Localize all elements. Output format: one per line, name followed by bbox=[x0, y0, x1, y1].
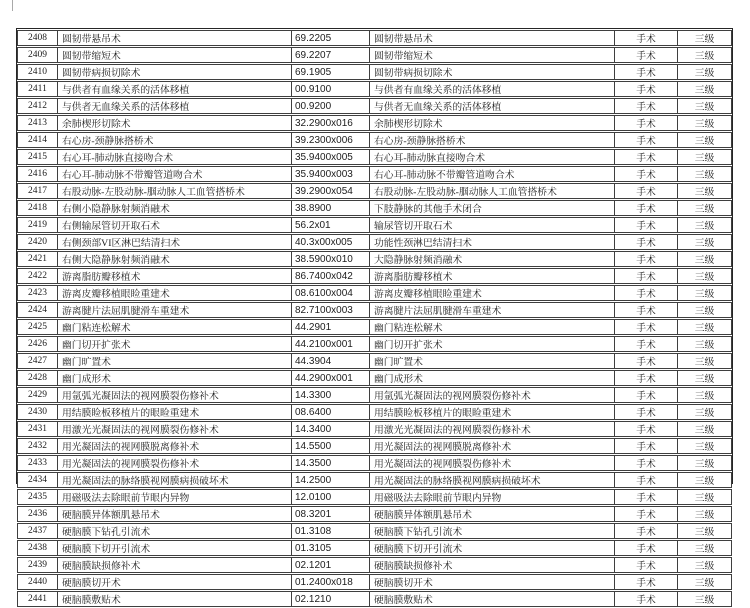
procedure-code-cell: 82.7100x003 bbox=[292, 302, 370, 318]
grade-cell: 三级 bbox=[678, 251, 732, 267]
row-number-cell: 2424 bbox=[17, 302, 58, 318]
procedure-code-cell: 40.3x00x005 bbox=[292, 234, 370, 250]
table-row bbox=[17, 98, 732, 114]
category-cell: 手术 bbox=[615, 132, 678, 148]
row-number-cell: 2409 bbox=[17, 47, 58, 63]
category-cell: 手术 bbox=[615, 319, 678, 335]
procedure-code-cell: 69.2207 bbox=[292, 47, 370, 63]
procedure-name-cell: 右侧颈部VI区淋巴结清扫术 bbox=[58, 234, 292, 250]
category-cell: 手术 bbox=[615, 98, 678, 114]
procedure-code-cell: 00.9200 bbox=[292, 98, 370, 114]
category-cell: 手术 bbox=[615, 506, 678, 522]
procedure-code-cell: 32.2900x016 bbox=[292, 115, 370, 131]
row-number-cell: 2417 bbox=[17, 183, 58, 199]
procedure-name-cell: 幽门切开扩张术 bbox=[58, 336, 292, 352]
grade-cell: 三级 bbox=[678, 81, 732, 97]
procedure-name2-cell: 功能性颈淋巴结清扫术 bbox=[370, 234, 615, 250]
procedure-name-cell: 用结膜睑板移植片的眼睑重建术 bbox=[58, 404, 292, 420]
row-number-cell: 2418 bbox=[17, 200, 58, 216]
procedure-code-cell: 08.3201 bbox=[292, 506, 370, 522]
procedure-name2-cell: 硬脑膜切开术 bbox=[370, 574, 615, 590]
procedure-name2-cell: 右心耳-肺动脉直接吻合术 bbox=[370, 149, 615, 165]
table-row bbox=[17, 557, 732, 573]
row-number-cell: 2427 bbox=[17, 353, 58, 369]
procedure-name-cell: 右心耳-肺动脉直接吻合术 bbox=[58, 149, 292, 165]
table-row bbox=[17, 353, 732, 369]
category-cell: 手术 bbox=[615, 455, 678, 471]
procedure-name-cell: 硬脑膜下切开引流术 bbox=[58, 540, 292, 556]
grade-cell: 三级 bbox=[678, 115, 732, 131]
procedure-code-cell: 14.3400 bbox=[292, 421, 370, 437]
procedure-name2-cell: 用激光光凝固法的视网膜裂伤修补术 bbox=[370, 421, 615, 437]
procedure-name-cell: 圆韧带缩短术 bbox=[58, 47, 292, 63]
procedure-name-cell: 幽门成形术 bbox=[58, 370, 292, 386]
row-number-cell: 2423 bbox=[17, 285, 58, 301]
category-cell: 手术 bbox=[615, 438, 678, 454]
procedure-code-cell: 69.1905 bbox=[292, 64, 370, 80]
grade-cell: 三级 bbox=[678, 183, 732, 199]
table-row bbox=[17, 489, 732, 505]
table-row bbox=[17, 387, 732, 403]
grade-cell: 三级 bbox=[678, 506, 732, 522]
category-cell: 手术 bbox=[615, 387, 678, 403]
procedure-code-cell: 38.8900 bbox=[292, 200, 370, 216]
grade-cell: 三级 bbox=[678, 217, 732, 233]
category-cell: 手术 bbox=[615, 268, 678, 284]
procedure-code-cell: 56.2x01 bbox=[292, 217, 370, 233]
procedure-code-cell: 35.9400x003 bbox=[292, 166, 370, 182]
category-cell: 手术 bbox=[615, 285, 678, 301]
procedure-code-cell: 01.2400x018 bbox=[292, 574, 370, 590]
procedure-name-cell: 与供者无血缘关系的活体移植 bbox=[58, 98, 292, 114]
grade-cell: 三级 bbox=[678, 472, 732, 488]
procedure-name2-cell: 右股动脉-左股动脉-腘动脉人工血管搭桥术 bbox=[370, 183, 615, 199]
table-row bbox=[17, 115, 732, 131]
procedure-name-cell: 用磁吸法去除眼前节眼内异物 bbox=[58, 489, 292, 505]
row-number-cell: 2416 bbox=[17, 166, 58, 182]
procedure-code-cell: 44.2901 bbox=[292, 319, 370, 335]
table-row bbox=[17, 81, 732, 97]
row-number-cell: 2440 bbox=[17, 574, 58, 590]
procedure-name2-cell: 圆韧带缩短术 bbox=[370, 47, 615, 63]
procedure-code-cell: 38.5900x010 bbox=[292, 251, 370, 267]
table-row bbox=[17, 302, 732, 318]
row-number-cell: 2425 bbox=[17, 319, 58, 335]
procedure-name2-cell: 幽门切开扩张术 bbox=[370, 336, 615, 352]
procedure-code-cell: 02.1210 bbox=[292, 591, 370, 607]
grade-cell: 三级 bbox=[678, 489, 732, 505]
procedure-name-cell: 幽门旷置术 bbox=[58, 353, 292, 369]
procedure-name2-cell: 幽门旷置术 bbox=[370, 353, 615, 369]
grade-cell: 三级 bbox=[678, 353, 732, 369]
grade-cell: 三级 bbox=[678, 404, 732, 420]
category-cell: 手术 bbox=[615, 523, 678, 539]
category-cell: 手术 bbox=[615, 370, 678, 386]
grade-cell: 三级 bbox=[678, 200, 732, 216]
row-number-cell: 2410 bbox=[17, 64, 58, 80]
grade-cell: 三级 bbox=[678, 523, 732, 539]
category-cell: 手术 bbox=[615, 217, 678, 233]
procedure-name2-cell: 圆韧带病损切除术 bbox=[370, 64, 615, 80]
page-edge-mark bbox=[12, 0, 13, 11]
category-cell: 手术 bbox=[615, 183, 678, 199]
procedure-code-cell: 12.0100 bbox=[292, 489, 370, 505]
grade-cell: 三级 bbox=[678, 557, 732, 573]
procedure-name2-cell: 游离脂肪瓣移植术 bbox=[370, 268, 615, 284]
procedure-table-body bbox=[17, 30, 732, 607]
procedure-name2-cell: 用光凝固法的脉络膜视网膜病损破坏术 bbox=[370, 472, 615, 488]
procedure-name2-cell: 输尿管切开取石术 bbox=[370, 217, 615, 233]
procedure-code-cell: 86.7400x042 bbox=[292, 268, 370, 284]
table-row bbox=[17, 234, 732, 250]
procedure-name-cell: 游离脂肪瓣移植术 bbox=[58, 268, 292, 284]
category-cell: 手术 bbox=[615, 30, 678, 46]
row-number-cell: 2408 bbox=[17, 30, 58, 46]
procedure-name2-cell: 用氩弧光凝固法的视网膜裂伤修补术 bbox=[370, 387, 615, 403]
procedure-code-cell: 01.3105 bbox=[292, 540, 370, 556]
procedure-name-cell: 用光凝固法的视网膜脱离修补术 bbox=[58, 438, 292, 454]
row-number-cell: 2422 bbox=[17, 268, 58, 284]
procedure-name-cell: 游离皮瓣移植眼睑重建术 bbox=[58, 285, 292, 301]
row-number-cell: 2414 bbox=[17, 132, 58, 148]
procedure-name-cell: 游离腱片法屈肌腱滑车重建术 bbox=[58, 302, 292, 318]
grade-cell: 三级 bbox=[678, 438, 732, 454]
grade-cell: 三级 bbox=[678, 149, 732, 165]
procedure-name2-cell: 用磁吸法去除眼前节眼内异物 bbox=[370, 489, 615, 505]
procedure-code-cell: 00.9100 bbox=[292, 81, 370, 97]
table-row bbox=[17, 523, 732, 539]
table-row bbox=[17, 336, 732, 352]
row-number-cell: 2421 bbox=[17, 251, 58, 267]
row-number-cell: 2412 bbox=[17, 98, 58, 114]
procedure-name2-cell: 右心耳-肺动脉不带瓣管道吻合术 bbox=[370, 166, 615, 182]
procedure-name-cell: 右侧输尿管切开取石术 bbox=[58, 217, 292, 233]
table-row bbox=[17, 370, 732, 386]
procedure-name-cell: 右心房-颈静脉搭桥术 bbox=[58, 132, 292, 148]
surgical-grading-table bbox=[16, 28, 733, 606]
procedure-name2-cell: 幽门成形术 bbox=[370, 370, 615, 386]
table-row bbox=[17, 64, 732, 80]
procedure-name-cell: 硬脑膜缺损修补术 bbox=[58, 557, 292, 573]
table-row bbox=[17, 183, 732, 199]
row-number-cell: 2426 bbox=[17, 336, 58, 352]
procedure-name2-cell: 右心房-颈静脉搭桥术 bbox=[370, 132, 615, 148]
grade-cell: 三级 bbox=[678, 30, 732, 46]
grade-cell: 三级 bbox=[678, 98, 732, 114]
procedure-code-cell: 39.2300x006 bbox=[292, 132, 370, 148]
row-number-cell: 2435 bbox=[17, 489, 58, 505]
row-number-cell: 2432 bbox=[17, 438, 58, 454]
table-row bbox=[17, 166, 732, 182]
grade-cell: 三级 bbox=[678, 455, 732, 471]
procedure-name2-cell: 与供者有血缘关系的活体移植 bbox=[370, 81, 615, 97]
table-row bbox=[17, 404, 732, 420]
procedure-name-cell: 硬脑膜异体额肌悬吊术 bbox=[58, 506, 292, 522]
procedure-name2-cell: 余肺楔形切除术 bbox=[370, 115, 615, 131]
procedure-code-cell: 44.2100x001 bbox=[292, 336, 370, 352]
procedure-name-cell: 右心耳-肺动脉不带瓣管道吻合术 bbox=[58, 166, 292, 182]
table-row bbox=[17, 421, 732, 437]
category-cell: 手术 bbox=[615, 557, 678, 573]
grade-cell: 三级 bbox=[678, 132, 732, 148]
category-cell: 手术 bbox=[615, 200, 678, 216]
category-cell: 手术 bbox=[615, 149, 678, 165]
procedure-name2-cell: 用光凝固法的视网膜裂伤修补术 bbox=[370, 455, 615, 471]
category-cell: 手术 bbox=[615, 421, 678, 437]
grade-cell: 三级 bbox=[678, 591, 732, 607]
procedure-code-cell: 14.3300 bbox=[292, 387, 370, 403]
procedure-name2-cell: 用光凝固法的视网膜脱离修补术 bbox=[370, 438, 615, 454]
procedure-name-cell: 硬脑膜切开术 bbox=[58, 574, 292, 590]
category-cell: 手术 bbox=[615, 353, 678, 369]
table-row bbox=[17, 47, 732, 63]
grade-cell: 三级 bbox=[678, 319, 732, 335]
row-number-cell: 2429 bbox=[17, 387, 58, 403]
grade-cell: 三级 bbox=[678, 421, 732, 437]
table-row bbox=[17, 251, 732, 267]
table-row bbox=[17, 540, 732, 556]
procedure-name-cell: 用光凝固法的视网膜裂伤修补术 bbox=[58, 455, 292, 471]
category-cell: 手术 bbox=[615, 472, 678, 488]
table-row bbox=[17, 30, 732, 46]
procedure-name-cell: 圆韧带病损切除术 bbox=[58, 64, 292, 80]
procedure-name2-cell: 硬脑膜下切开引流术 bbox=[370, 540, 615, 556]
table-row bbox=[17, 149, 732, 165]
procedure-name-cell: 与供者有血缘关系的活体移植 bbox=[58, 81, 292, 97]
category-cell: 手术 bbox=[615, 489, 678, 505]
row-number-cell: 2431 bbox=[17, 421, 58, 437]
procedure-name-cell: 余肺楔形切除术 bbox=[58, 115, 292, 131]
grade-cell: 三级 bbox=[678, 370, 732, 386]
row-number-cell: 2411 bbox=[17, 81, 58, 97]
procedure-code-cell: 02.1201 bbox=[292, 557, 370, 573]
table-row bbox=[17, 319, 732, 335]
procedure-code-cell: 44.2900x001 bbox=[292, 370, 370, 386]
row-number-cell: 2437 bbox=[17, 523, 58, 539]
procedure-code-cell: 14.3500 bbox=[292, 455, 370, 471]
row-number-cell: 2428 bbox=[17, 370, 58, 386]
grade-cell: 三级 bbox=[678, 387, 732, 403]
procedure-name-cell: 用激光光凝固法的视网膜裂伤修补术 bbox=[58, 421, 292, 437]
procedure-table bbox=[17, 29, 732, 608]
category-cell: 手术 bbox=[615, 404, 678, 420]
procedure-name2-cell: 大隐静脉射频消融术 bbox=[370, 251, 615, 267]
procedure-name2-cell: 硬脑膜敷贴术 bbox=[370, 591, 615, 607]
procedure-name2-cell: 幽门粘连松解术 bbox=[370, 319, 615, 335]
procedure-code-cell: 14.5500 bbox=[292, 438, 370, 454]
table-row bbox=[17, 217, 732, 233]
row-number-cell: 2413 bbox=[17, 115, 58, 131]
row-number-cell: 2433 bbox=[17, 455, 58, 471]
procedure-name2-cell: 下肢静脉的其他手术闭合 bbox=[370, 200, 615, 216]
procedure-code-cell: 69.2205 bbox=[292, 30, 370, 46]
procedure-name-cell: 硬脑膜敷贴术 bbox=[58, 591, 292, 607]
procedure-name2-cell: 硬脑膜缺损修补术 bbox=[370, 557, 615, 573]
procedure-name-cell: 幽门粘连松解术 bbox=[58, 319, 292, 335]
category-cell: 手术 bbox=[615, 540, 678, 556]
grade-cell: 三级 bbox=[678, 64, 732, 80]
procedure-name2-cell: 用结膜睑板移植片的眼睑重建术 bbox=[370, 404, 615, 420]
category-cell: 手术 bbox=[615, 47, 678, 63]
procedure-code-cell: 08.6100x004 bbox=[292, 285, 370, 301]
row-number-cell: 2438 bbox=[17, 540, 58, 556]
procedure-name2-cell: 硬脑膜下钻孔引流术 bbox=[370, 523, 615, 539]
procedure-name-cell: 用光凝固法的脉络膜视网膜病损破坏术 bbox=[58, 472, 292, 488]
grade-cell: 三级 bbox=[678, 268, 732, 284]
category-cell: 手术 bbox=[615, 166, 678, 182]
procedure-name2-cell: 游离腱片法屈肌腱滑车重建术 bbox=[370, 302, 615, 318]
row-number-cell: 2434 bbox=[17, 472, 58, 488]
table-row bbox=[17, 506, 732, 522]
category-cell: 手术 bbox=[615, 302, 678, 318]
table-row bbox=[17, 591, 732, 607]
procedure-name2-cell: 与供者无血缘关系的活体移植 bbox=[370, 98, 615, 114]
table-row bbox=[17, 268, 732, 284]
category-cell: 手术 bbox=[615, 115, 678, 131]
procedure-name-cell: 右侧小隐静脉射频消融术 bbox=[58, 200, 292, 216]
procedure-code-cell: 44.3904 bbox=[292, 353, 370, 369]
table-row bbox=[17, 200, 732, 216]
grade-cell: 三级 bbox=[678, 540, 732, 556]
category-cell: 手术 bbox=[615, 591, 678, 607]
procedure-name2-cell: 圆韧带悬吊术 bbox=[370, 30, 615, 46]
procedure-code-cell: 01.3108 bbox=[292, 523, 370, 539]
row-number-cell: 2436 bbox=[17, 506, 58, 522]
grade-cell: 三级 bbox=[678, 234, 732, 250]
row-number-cell: 2419 bbox=[17, 217, 58, 233]
row-number-cell: 2430 bbox=[17, 404, 58, 420]
table-row bbox=[17, 132, 732, 148]
table-row bbox=[17, 574, 732, 590]
procedure-name2-cell: 游离皮瓣移植眼睑重建术 bbox=[370, 285, 615, 301]
row-number-cell: 2441 bbox=[17, 591, 58, 607]
grade-cell: 三级 bbox=[678, 574, 732, 590]
category-cell: 手术 bbox=[615, 336, 678, 352]
procedure-code-cell: 14.2500 bbox=[292, 472, 370, 488]
procedure-name-cell: 右股动脉-左股动脉-腘动脉人工血管搭桥术 bbox=[58, 183, 292, 199]
grade-cell: 三级 bbox=[678, 47, 732, 63]
procedure-name-cell: 右侧大隐静脉射频消融术 bbox=[58, 251, 292, 267]
row-number-cell: 2420 bbox=[17, 234, 58, 250]
procedure-name-cell: 圆韧带悬吊术 bbox=[58, 30, 292, 46]
row-number-cell: 2415 bbox=[17, 149, 58, 165]
row-number-cell: 2439 bbox=[17, 557, 58, 573]
procedure-name-cell: 用氩弧光凝固法的视网膜裂伤修补术 bbox=[58, 387, 292, 403]
grade-cell: 三级 bbox=[678, 336, 732, 352]
procedure-name-cell: 硬脑膜下钻孔引流术 bbox=[58, 523, 292, 539]
table-row bbox=[17, 438, 732, 454]
procedure-name2-cell: 硬脑膜异体额肌悬吊术 bbox=[370, 506, 615, 522]
table-row bbox=[17, 285, 732, 301]
grade-cell: 三级 bbox=[678, 302, 732, 318]
category-cell: 手术 bbox=[615, 234, 678, 250]
category-cell: 手术 bbox=[615, 251, 678, 267]
procedure-code-cell: 35.9400x005 bbox=[292, 149, 370, 165]
category-cell: 手术 bbox=[615, 81, 678, 97]
procedure-code-cell: 08.6400 bbox=[292, 404, 370, 420]
grade-cell: 三级 bbox=[678, 166, 732, 182]
table-row bbox=[17, 455, 732, 471]
category-cell: 手术 bbox=[615, 574, 678, 590]
table-row bbox=[17, 472, 732, 488]
category-cell: 手术 bbox=[615, 64, 678, 80]
procedure-code-cell: 39.2900x054 bbox=[292, 183, 370, 199]
grade-cell: 三级 bbox=[678, 285, 732, 301]
